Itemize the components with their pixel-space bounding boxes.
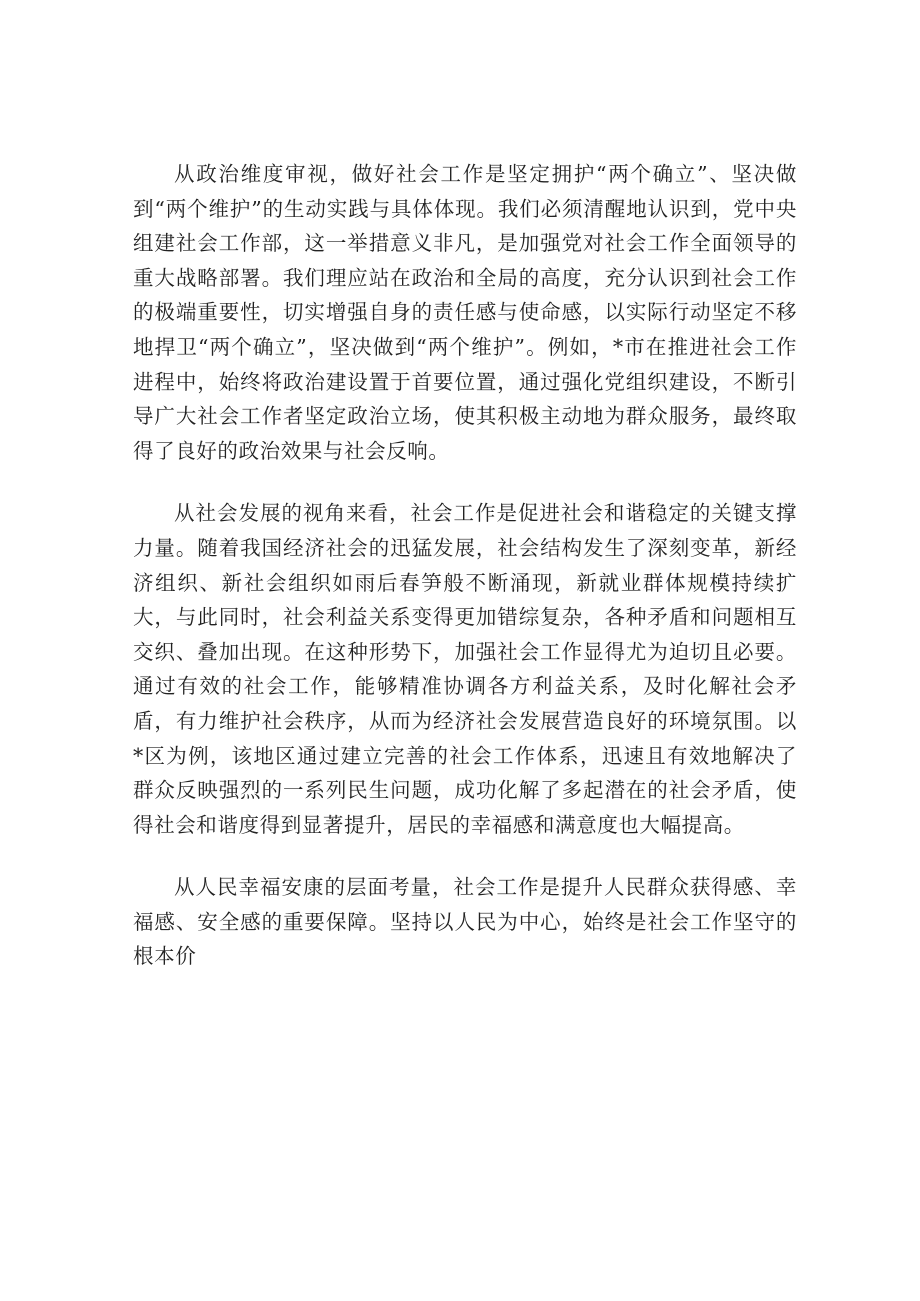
paragraph-people-wellbeing: 从人民幸福安康的层面考量，社会工作是提升人民群众获得感、幸福感、安全感的重要保障。坚持以人民为中心，始终是社会工作坚守的根本价	[133, 875, 797, 969]
paragraph-political-dimension: 从政治维度审视，做好社会工作是坚定拥护“两个确立”、坚决做到“两个维护”的生动实践与具体体现。我们必须清醒地认识到，党中央组建社会工作部，这一举措意义非凡，是加强党对社会工作全面领导的重大战略部署。我们理应站在政治和全局的高度，充分认识到社会工作的极端重要性，切实增强自身的责任感与使命感，以实际行动坚定不移地捍卫“两个确立”，坚决做到“两个维护”。例如，*市在推进社会工作进程中，始终将政治建设置于首要位置，通过强化党组织建设，不断引导广大社会工作者坚定政治立场，使其积极主动地为群众服务，最终取得了良好的政治效果与社会反响。	[133, 162, 797, 463]
document-body	[133, 157, 797, 974]
paragraph-social-development: 从社会发展的视角来看，社会工作是促进社会和谐稳定的关键支撑力量。随着我国经济社会的迅猛发展，社会结构发生了深刻变革，新经济组织、新社会组织如雨后春笋般不断涌现，新就业群体规模持续扩大，与此同时，社会利益关系变得更加错综复杂，各种矛盾和问题相互交织、叠加出现。在这种形势下，加强社会工作显得尤为迫切且必要。通过有效的社会工作，能够精准协调各方利益关系，及时化解社会矛盾，有力维护社会秩序，从而为经济社会发展营造良好的环境氛围。以*区为例，该地区通过建立完善的社会工作体系，迅速且有效地解决了群众反映强烈的一系列民生问题，成功化解了多起潜在的社会矛盾，使得社会和谐度得到显著提升，居民的幸福感和满意度也大幅提高。	[133, 501, 797, 837]
